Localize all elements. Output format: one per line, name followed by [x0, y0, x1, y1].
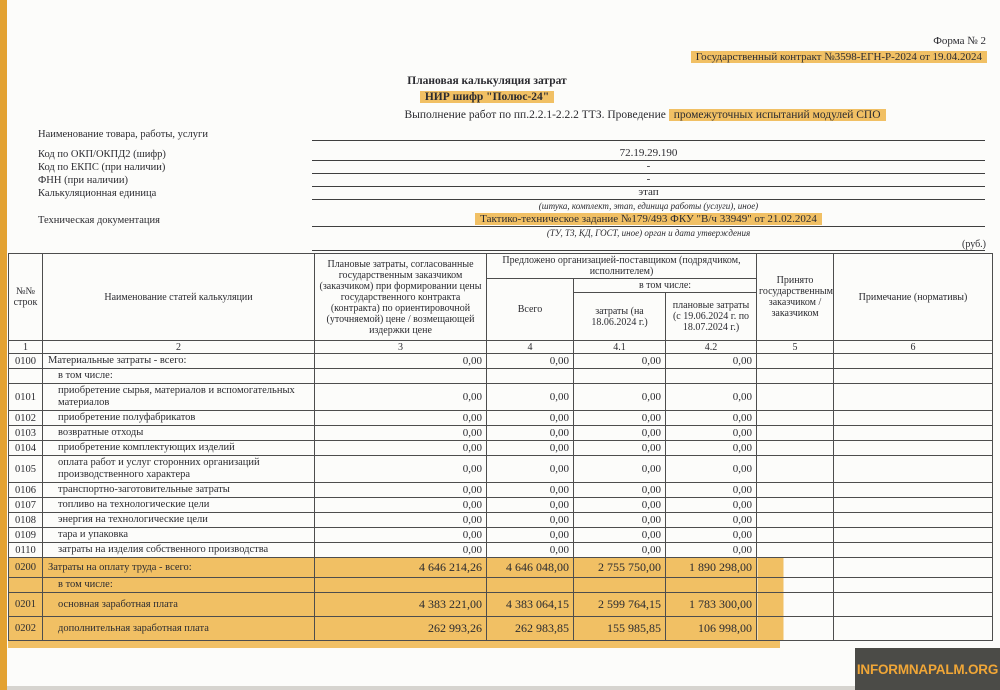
row-number: 0103 [9, 426, 43, 441]
row-value [666, 578, 757, 593]
row-article-name: тара и упаковка [43, 528, 315, 543]
row-number: 0108 [9, 513, 43, 528]
row-value [834, 426, 993, 441]
row-value: 0,00 [487, 384, 574, 411]
table-row [9, 513, 993, 528]
contract-highlight: Государственный контракт №3598-ЕГН-Р-2024 от 19.04.2024 [691, 51, 987, 63]
row-value [834, 441, 993, 456]
row-value: 106 998,00 [666, 617, 757, 641]
contract-reference [691, 51, 987, 63]
table-row [9, 578, 993, 593]
row-value: 155 985,85 [574, 617, 666, 641]
row-value: 0,00 [315, 456, 487, 483]
table-row [9, 528, 993, 543]
row-value [757, 558, 834, 578]
row-number: 0110 [9, 543, 43, 558]
field-caption: (ТУ, ТЗ, КД, ГОСТ, иное) орган и дата утверждения [546, 228, 751, 238]
row-value [666, 369, 757, 384]
row-article-name: возвратные отходы [43, 426, 315, 441]
table-row [9, 441, 993, 456]
row-value: 0,00 [574, 498, 666, 513]
row-value: 0,00 [574, 384, 666, 411]
row-value [757, 426, 834, 441]
column-number: 2 [43, 341, 315, 354]
table-row [9, 483, 993, 498]
row-article-name: энергия на технологические цели [43, 513, 315, 528]
row-number: 0100 [9, 354, 43, 369]
row-value [757, 513, 834, 528]
row-value: 0,00 [574, 456, 666, 483]
row-number: 0105 [9, 456, 43, 483]
work-description-prefix: Выполнение работ по пп.2.2.1-2.2.2 ТТЗ. Проведение [404, 109, 666, 121]
tech-docs-highlight: Тактико-техническое задание №179/493 ФКУ "В/ч 33949" от 21.02.2024 [475, 213, 822, 225]
field-label: Код по ОКП/ОКПД2 (шифр) [38, 149, 166, 160]
column-number: 4.2 [666, 341, 757, 354]
field-empty-line [38, 240, 985, 251]
scan-bottom-shadow [7, 686, 855, 690]
col-header-accepted: Принято государственным заказчиком / заказчиком [757, 254, 834, 341]
row-value: 4 383 064,15 [487, 593, 574, 617]
row-value: 0,00 [315, 543, 487, 558]
row-value: 0,00 [487, 543, 574, 558]
column-number-row [9, 341, 993, 354]
row-value: 0,00 [487, 513, 574, 528]
field-label: Техническая документация [38, 215, 160, 226]
col-header-article-name: Наименование статей калькуляции [43, 254, 315, 341]
row-article-name: транспортно-заготовительные затраты [43, 483, 315, 498]
field-tech-docs [38, 213, 985, 227]
row-value: 0,00 [574, 426, 666, 441]
row-number: 0109 [9, 528, 43, 543]
column-number: 4.1 [574, 341, 666, 354]
row-value: 0,00 [315, 513, 487, 528]
row-article-name: приобретение комплектующих изделий [43, 441, 315, 456]
row-value [834, 354, 993, 369]
table-row [9, 369, 993, 384]
row-value: 0,00 [574, 513, 666, 528]
row-value [834, 617, 993, 641]
row-value: 0,00 [666, 543, 757, 558]
row-value [757, 456, 834, 483]
row-value [834, 593, 993, 617]
form-fields-block [38, 123, 985, 251]
row-value [757, 498, 834, 513]
row-value: 0,00 [487, 528, 574, 543]
row-value [757, 617, 834, 641]
row-value [757, 578, 834, 593]
row-value [757, 354, 834, 369]
field-label: Наименование товара, работы, услуги [38, 129, 208, 140]
row-value: 0,00 [666, 426, 757, 441]
row-article-name: оплата работ и услуг сторонних организаций производственного характера [43, 456, 315, 483]
table-row [9, 456, 993, 483]
row-value [834, 578, 993, 593]
row-number: 0202 [9, 617, 43, 641]
row-value: 262 993,26 [315, 617, 487, 641]
row-value: 0,00 [487, 411, 574, 426]
row-number: 0200 [9, 558, 43, 578]
table-row [9, 617, 993, 641]
scan-edge-strip [0, 0, 7, 690]
column-number: 4 [487, 341, 574, 354]
field-value-line: этап [312, 186, 985, 200]
row-value [757, 441, 834, 456]
row-value [574, 578, 666, 593]
row-value [834, 456, 993, 483]
row-article-name: основная заработная плата [43, 593, 315, 617]
table-row [9, 426, 993, 441]
table-row [9, 543, 993, 558]
column-number: 1 [9, 341, 43, 354]
col-header-total: Всего [487, 279, 574, 341]
row-value [757, 411, 834, 426]
row-value: 0,00 [315, 384, 487, 411]
field-value-line [312, 213, 985, 227]
field-label: ФНН (при наличии) [38, 175, 128, 186]
row-article-name: в том числе: [43, 369, 315, 384]
row-article-name: в том числе: [43, 578, 315, 593]
field-calc-unit [38, 187, 985, 200]
table-row [9, 593, 993, 617]
row-value: 4 646 048,00 [487, 558, 574, 578]
row-number: 0107 [9, 498, 43, 513]
row-value [757, 369, 834, 384]
row-value: 0,00 [315, 441, 487, 456]
row-value: 1 783 300,00 [666, 593, 757, 617]
row-value: 0,00 [666, 498, 757, 513]
currency-note: (руб.) [962, 239, 986, 250]
calculation-table-wrap [8, 253, 992, 648]
row-value: 0,00 [574, 528, 666, 543]
watermark-badge [855, 648, 1000, 690]
field-okp-code [38, 147, 985, 161]
field-caption: (штука, комплект, этап, единица работы (услуги), иное) [538, 201, 759, 211]
table-row [9, 384, 993, 411]
row-value [757, 593, 834, 617]
row-value: 262 983,85 [487, 617, 574, 641]
row-value: 0,00 [487, 441, 574, 456]
row-value: 0,00 [315, 498, 487, 513]
column-number: 3 [315, 341, 487, 354]
row-value [834, 513, 993, 528]
row-value: 0,00 [666, 528, 757, 543]
row-value: 0,00 [315, 483, 487, 498]
row-value: 0,00 [666, 456, 757, 483]
row-value: 0,00 [487, 483, 574, 498]
col-header-note: Примечание (нормативы) [834, 254, 993, 341]
calc-table-body [9, 354, 993, 641]
row-value [834, 483, 993, 498]
row-value: 1 890 298,00 [666, 558, 757, 578]
row-value: 0,00 [666, 483, 757, 498]
highlight-tail-strip [8, 641, 780, 648]
row-value [834, 558, 993, 578]
row-value: 0,00 [574, 483, 666, 498]
work-description [320, 109, 970, 121]
row-value: 0,00 [487, 426, 574, 441]
field-item-name [38, 123, 985, 141]
row-value [757, 528, 834, 543]
field-value-line: 72.19.29.190 [312, 147, 985, 161]
row-article-name: приобретение сырья, материалов и вспомогательных материалов [43, 384, 315, 411]
row-article-name: дополнительная заработная плата [43, 617, 315, 641]
row-value [834, 369, 993, 384]
row-article-name: приобретение полуфабрикатов [43, 411, 315, 426]
row-value [834, 528, 993, 543]
row-value: 0,00 [574, 354, 666, 369]
row-value: 0,00 [487, 456, 574, 483]
row-value: 0,00 [574, 441, 666, 456]
row-number [9, 578, 43, 593]
row-value: 0,00 [315, 426, 487, 441]
row-value: 0,00 [666, 411, 757, 426]
table-row [9, 558, 993, 578]
row-value: 0,00 [666, 513, 757, 528]
row-value: 2 599 764,15 [574, 593, 666, 617]
cipher-highlight: НИР шифр "Полюс-24" [420, 91, 554, 103]
row-value: 4 383 221,00 [315, 593, 487, 617]
row-value [315, 369, 487, 384]
row-value [834, 411, 993, 426]
col-header-proposed-group: Предложено организацией-поставщиком (подрядчиком, исполнителем) [487, 254, 757, 279]
row-number: 0106 [9, 483, 43, 498]
table-row [9, 411, 993, 426]
row-value: 0,00 [666, 441, 757, 456]
row-value: 0,00 [315, 411, 487, 426]
field-value-line: - [312, 173, 985, 187]
row-value: 4 646 214,26 [315, 558, 487, 578]
row-number: 0101 [9, 384, 43, 411]
row-value: 0,00 [666, 384, 757, 411]
row-value [834, 498, 993, 513]
row-value: 0,00 [574, 543, 666, 558]
col-header-row-number: №№ строк [9, 254, 43, 341]
row-number: 0104 [9, 441, 43, 456]
row-value [757, 483, 834, 498]
form-number-label: Форма № 2 [933, 35, 986, 47]
calculation-table [8, 253, 993, 641]
row-value [834, 543, 993, 558]
row-value: 2 755 750,00 [574, 558, 666, 578]
row-value: 0,00 [574, 411, 666, 426]
research-cipher [337, 91, 637, 103]
row-value [757, 384, 834, 411]
row-article-name: Материальные затраты - всего: [43, 354, 315, 369]
watermark-text: INFORMNAPALM.ORG [856, 661, 999, 677]
column-number: 6 [834, 341, 993, 354]
row-value: 0,00 [666, 354, 757, 369]
table-row [9, 354, 993, 369]
row-number [9, 369, 43, 384]
column-number: 5 [757, 341, 834, 354]
table-row [9, 498, 993, 513]
col-header-planned-costs: Плановые затраты, согласованные государственным заказчиком (заказчиком) при формировании цены государственного контракта (контракта) по ориентировочной (уточняемой) цене / возмещающей издержки цене [315, 254, 487, 341]
row-number: 0102 [9, 411, 43, 426]
document-title: Плановая калькуляция затрат [407, 75, 567, 87]
col-header-costs-to-date: затраты (на 18.06.2024 г.) [574, 293, 666, 341]
field-value-line [312, 237, 985, 251]
row-value: 0,00 [315, 528, 487, 543]
work-description-highlight: промежуточных испытаний модулей СПО [669, 109, 886, 121]
row-number: 0201 [9, 593, 43, 617]
field-label: Код по ЕКПС (при наличии) [38, 162, 166, 173]
col-header-including: в том числе: [574, 279, 757, 293]
row-article-name: Затраты на оплату труда - всего: [43, 558, 315, 578]
field-label: Калькуляционная единица [38, 188, 157, 199]
row-value [487, 578, 574, 593]
row-article-name: затраты на изделия собственного производства [43, 543, 315, 558]
row-value: 0,00 [487, 354, 574, 369]
row-value: 0,00 [487, 498, 574, 513]
row-value [487, 369, 574, 384]
row-value: 0,00 [315, 354, 487, 369]
field-value-line [312, 127, 985, 141]
row-value [834, 384, 993, 411]
row-value [315, 578, 487, 593]
row-article-name: топливо на технологические цели [43, 498, 315, 513]
col-header-planned-period: плановые затраты (с 19.06.2024 г. по 18.07.2024 г.) [666, 293, 757, 341]
row-value [757, 543, 834, 558]
field-value-line: - [312, 160, 985, 174]
row-value [574, 369, 666, 384]
